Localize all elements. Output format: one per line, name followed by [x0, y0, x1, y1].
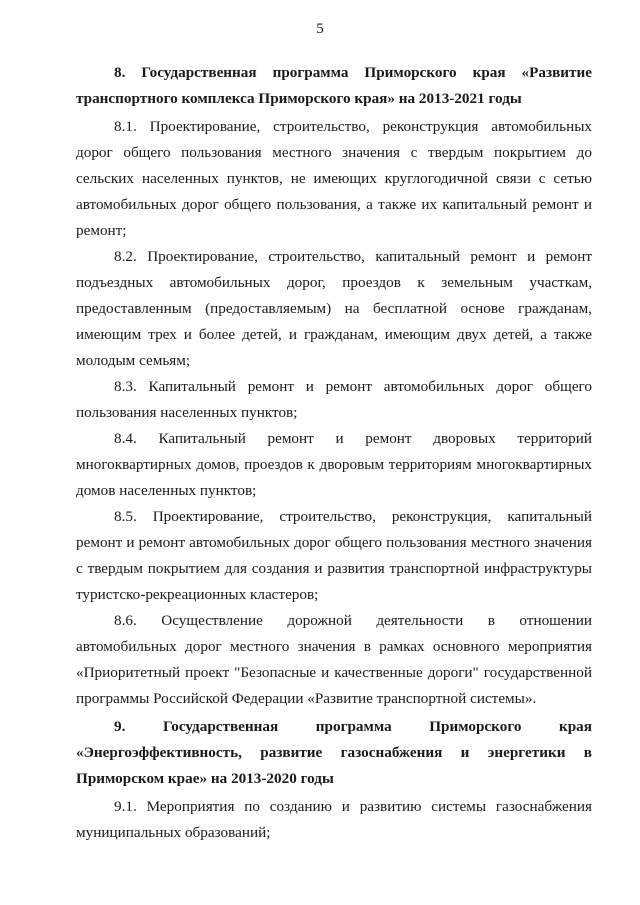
item-8-6: 8.6. Осуществление дорожной деятельности в отношении автомобильных дорог местного значения в рамках основного мероприятия «Приоритетный проект "Безопасные и качественные дороги" государственной программы Российской Федерации «Развитие транспортной системы». [76, 612, 592, 707]
item-8-4: 8.4. Капитальный ремонт и ремонт дворовых территорий многоквартирных домов, проездов к дворовым территориям многоквартирных домов населенных пунктов; [76, 430, 592, 499]
section-8-heading: 8. Государственная программа Приморского края «Развитие транспортного комплекса Приморского края» на 2013-2021 годы [76, 64, 592, 107]
item-8-1: 8.1. Проектирование, строительство, реконструкция автомобильных дорог общего пользования местного значения с твердым покрытием до сельских населенных пунктов, не имеющих круглогодичной связи с сетью автомобильных дорог общего пользования, а также их капитальный ремонт и ремонт; [76, 118, 592, 239]
page-number: 5 [316, 21, 324, 37]
item-8-5: 8.5. Проектирование, строительство, реконструкция, капитальный ремонт и ремонт автомобильных дорог общего пользования местного значения с твердым покрытием для создания и развития транспортной инфраструктуры туристско-рекреационных кластеров; [76, 508, 592, 603]
item-8-2: 8.2. Проектирование, строительство, капитальный ремонт и ремонт подъездных автомобильных дорог, проездов к земельным участкам, предоставленным (предоставляемым) на бесплатной основе гражданам, имеющим трех и более детей, и гражданам, имеющим двух детей, а также молодым семьям; [76, 248, 592, 369]
item-9-1: 9.1. Мероприятия по созданию и развитию системы газоснабжения муниципальных образований; [76, 798, 592, 841]
document-body [76, 60, 592, 846]
section-9-heading: 9. Государственная программа Приморского края «Энергоэффективность, развитие газоснабжения и энергетики в Приморском крае» на 2013-2020 годы [76, 718, 592, 787]
item-8-3: 8.3. Капитальный ремонт и ремонт автомобильных дорог общего пользования населенных пунктов; [76, 378, 592, 421]
